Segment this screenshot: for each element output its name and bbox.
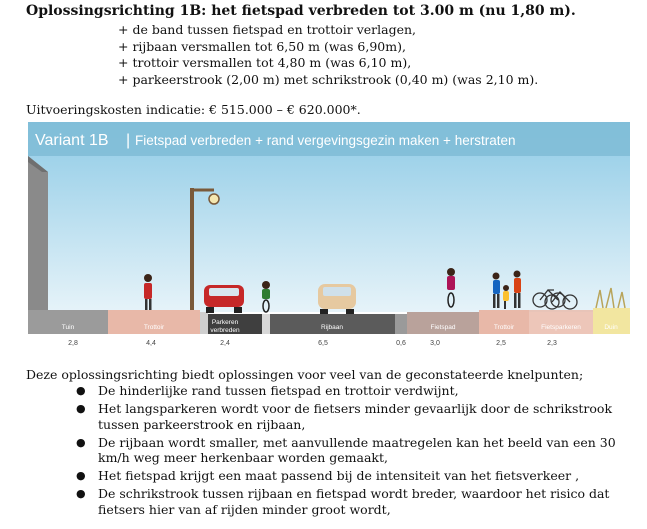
car-wheel: [320, 309, 328, 314]
measure-item: + parkeerstrook (2,00 m) met schrikstrook (0,40 m) (was 2,10 m).: [118, 71, 539, 87]
pedestrian-head: [144, 274, 152, 282]
measure-item: + rijbaan versmallen tot 6,50 m (was 6,90m),: [118, 38, 406, 54]
zone-label-trottoir: Trottoir: [493, 324, 515, 331]
benefit-item: [26, 383, 636, 399]
zone-label-rijbaan: Rijbaan: [320, 324, 344, 331]
zone-width: 2,5: [496, 340, 506, 347]
zone-width: 2,4: [220, 340, 230, 347]
pedestrian-leg: [145, 299, 148, 310]
cyclist-body: [447, 276, 455, 290]
profile-illustration: [28, 122, 630, 348]
benefit-text: De hinderlijke rand tussen fietspad en trottoir verdwijnt,: [98, 383, 459, 398]
variant-separator: |: [126, 132, 131, 149]
pedestrian-head: [514, 271, 521, 278]
pedestrian-head: [493, 273, 500, 280]
benefit-text: Het langsparkeren wordt voor de fietsers minder gevaarlijk door de schrikstrook tussen parkeerstrook en rijbaan,: [98, 401, 613, 432]
zone-label-fietsparkeren: Fietsparkeren: [541, 324, 581, 331]
pedestrian-body: [514, 278, 521, 293]
zone-label-tuin: Tuin: [61, 324, 75, 331]
pedestrian-body: [144, 283, 152, 299]
car-wheel: [206, 307, 214, 313]
benefits-list: [26, 383, 636, 520]
child-body: [503, 291, 509, 301]
car-wheel: [234, 307, 242, 313]
curb-left: [200, 312, 208, 334]
benefit-text: De schrikstrook tussen rijbaan en fietspad wordt breder, waardoor het risico dat fietsers hier van af rijden minder groot wordt,: [98, 486, 610, 517]
zone-label-parkeren-line2: verbreden: [210, 327, 240, 334]
pedestrian-leg: [497, 294, 500, 308]
variant-subtitle: Fietspad verbreden + rand vergevingsgezin maken + herstraten: [135, 133, 516, 148]
bullet-icon: ●: [76, 384, 86, 397]
pedestrian-leg: [518, 293, 521, 308]
zone-width: 4,4: [146, 340, 156, 347]
benefit-text: De rijbaan wordt smaller, met aanvullende maatregelen kan het beeld van een 30 km/h weg meer herkenbaar worden gemaakt,: [98, 434, 616, 465]
bullet-icon: ●: [76, 487, 86, 500]
cyclist-head: [262, 281, 270, 289]
zone-label-trottoir: Trottoir: [143, 324, 165, 331]
zone-width: 3,0: [430, 340, 440, 347]
section-heading: Oplossingsrichting 1B: het fietspad verbreden tot 3.00 m (nu 1,80 m).: [26, 3, 576, 19]
benefit-item: [26, 468, 636, 484]
benefit-item: [26, 401, 636, 432]
zone-label-parkeren-line1: Parkeren: [211, 319, 239, 326]
cost-indication: Uitvoeringskosten indicatie: € 515.000 – € 620.000*.: [26, 102, 361, 117]
cyclist-head: [447, 268, 455, 276]
parked-car-window: [209, 288, 239, 296]
pedestrian-leg: [149, 299, 152, 310]
measure-item: + trottoir versmallen tot 4,80 m (was 6,10 m),: [118, 55, 412, 70]
car-wheel: [346, 309, 354, 314]
street-lamp-pole: [190, 188, 194, 312]
variant-title: Variant 1B: [35, 132, 109, 149]
bullet-icon: ●: [76, 469, 86, 482]
measure-item: + de band tussen fietspad en trottoir verlagen,: [118, 22, 416, 37]
zone-width: 2,8: [68, 340, 78, 347]
child-head: [503, 285, 509, 291]
bullet-icon: ●: [76, 435, 86, 449]
building-wall: [28, 156, 48, 310]
zone-width: 0,6: [396, 340, 406, 347]
moving-car-window: [323, 287, 351, 296]
zone-label-duin: Duin: [604, 324, 618, 331]
street-profile-figure: [28, 122, 630, 348]
benefit-item: [26, 486, 636, 517]
cyclist-body: [262, 289, 270, 299]
pedestrian-leg: [514, 293, 517, 308]
intro-text: Deze oplossingsrichting biedt oplossingen voor veel van de geconstateerde knelpunten;: [26, 367, 584, 382]
zone-schrikstrook: [395, 314, 407, 334]
bullet-icon: ●: [76, 402, 86, 415]
zone-width: 2,3: [547, 340, 557, 347]
buffer-strip-left: [262, 314, 270, 334]
benefit-text: Het fietspad krijgt een maat passend bij de intensiteit van het fietsverkeer ,: [98, 468, 580, 483]
child-leg: [504, 301, 506, 309]
zone-width: 6,5: [318, 340, 328, 347]
benefit-item: [26, 435, 636, 466]
street-lamp-light-icon: [209, 194, 219, 204]
pedestrian-leg: [493, 294, 496, 308]
pedestrian-body: [493, 280, 500, 294]
measures-list: [118, 22, 538, 88]
zone-label-fietspad: Fietspad: [430, 324, 456, 331]
